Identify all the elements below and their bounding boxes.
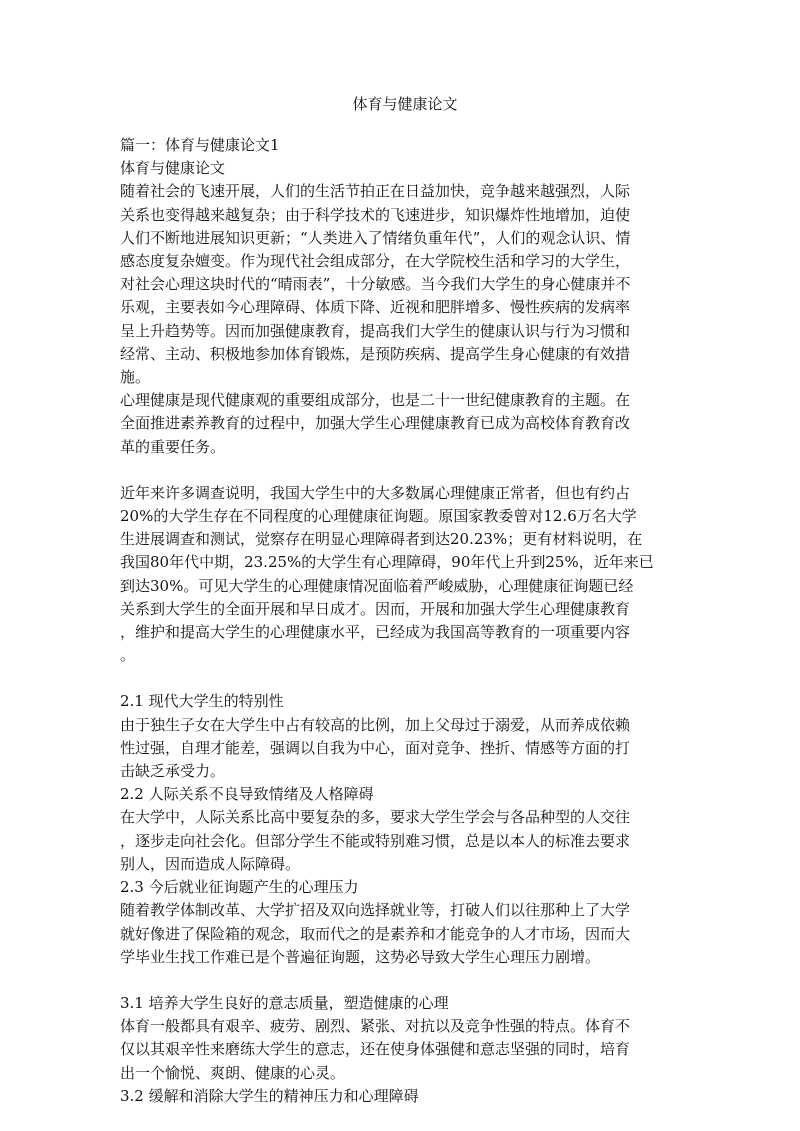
text-line: 革的重要任务。 <box>120 437 226 456</box>
text-line: 由于独生子女在大学生中占有较高的比例，加上父母过于溺爱，从而养成依赖 <box>120 715 631 734</box>
text-line: 击缺乏承受力。 <box>120 762 226 781</box>
document-title: 体育与健康论文 <box>352 95 458 113</box>
text-line: 3.2 缓解和消除大学生的精神压力和心理障碍 <box>120 1086 419 1105</box>
text-line: 。 <box>120 646 136 665</box>
text-line: 3.1 培养大学生良好的意志质量，塑造健康的心理 <box>120 993 449 1012</box>
paragraph-gap <box>120 667 690 690</box>
paragraph-gap <box>120 459 690 482</box>
text-line: 在大学中，人际关系比高中要复杂的多，要求大学生学会与各品种型的人交往 <box>120 808 631 827</box>
text-line: 施。 <box>120 368 151 387</box>
text-line: 生进展调查和测试，觉察存在明显心理障碍者到达20.23%；更有材料说明，在 <box>120 530 643 549</box>
text-line: 经常、主动、积极地参加体育锻炼，是预防疾病、提高学生身心健康的有效措 <box>120 344 631 363</box>
text-line: 2.2 人际关系不良导致情绪及人格障碍 <box>120 785 374 804</box>
text-line: 我国80年代中期，23.25%的大学生有心理障碍，90年代上升到25%，近年来已 <box>120 553 654 572</box>
text-line: 篇一：体育与健康论文1 <box>120 136 280 154</box>
document-body <box>120 134 690 1108</box>
text-line: 关系也变得越来越复杂；由于科学技术的飞速进步，知识爆炸性地增加，迫使 <box>120 205 631 224</box>
text-line: 出一个愉悦、爽朗、健康的心灵。 <box>120 1063 346 1082</box>
text-line: 体育一般都具有艰辛、疲劳、剧烈、紧张、对抗以及竞争性强的特点。体育不 <box>120 1017 631 1036</box>
text-line: 对社会心理这块时代的“晴雨表”，十分敏感。当今我们大学生的身心健康并不 <box>120 275 631 294</box>
text-line: ，维护和提高大学生的心理健康水平，已经成为我国高等教育的一项重要内容 <box>120 623 631 642</box>
text-line: 全面推进素养教育的过程中，加强大学生心理健康教育已成为高校体育教育改 <box>120 414 631 433</box>
text-line: 心理健康是现代健康观的重要组成部分，也是二十一世纪健康教育的主题。在 <box>120 391 631 410</box>
text-line: 体育与健康论文 <box>120 159 226 178</box>
text-line: 20%的大学生存在不同程度的心理健康征询题。原国家教委曾对12.6万名大学 <box>120 507 637 526</box>
text-line: 别人，因而造成人际障碍。 <box>120 854 301 873</box>
text-line: 关系到大学生的全面开展和早日成才。因而，开展和加强大学生心理健康教育 <box>120 599 631 618</box>
text-line: 感态度复杂嬗变。作为现代社会组成部分，在大学院校生活和学习的大学生， <box>120 252 631 271</box>
text-line: 乐观，主要表如今心理障碍、体质下降、近视和肥胖增多、慢性疾病的发病率 <box>120 298 631 317</box>
text-line: ，逐步走向社会化。但部分学生不能或特别难习惯，总是以本人的标准去要求 <box>120 831 631 850</box>
text-line: 仅以其艰辛性来磨练大学生的意志，还在使身体强健和意志坚强的同时，培育 <box>120 1040 631 1059</box>
text-line: 随着社会的飞速开展，人们的生活节拍正在日益加快，竞争越来越强烈，人际 <box>120 182 631 201</box>
text-line: 性过强，自理才能差，强调以自我为中心，面对竞争、挫折、情感等方面的打 <box>120 738 631 757</box>
text-line: 学毕业生找工作难已是个普遍征询题，这势必导致大学生心理压力剧增。 <box>120 947 601 966</box>
text-line: 呈上升趋势等。因而加强健康教育，提高我们大学生的健康认识与行为习惯和 <box>120 321 631 340</box>
text-line: 2.3 今后就业征询题产生的心理压力 <box>120 878 359 897</box>
text-line: 近年来许多调查说明，我国大学生中的大多数属心理健康正常者，但也有约占 <box>120 483 631 502</box>
text-line: 就好像进了保险箱的观念，取而代之的是素养和才能竞争的人才市场，因而大 <box>120 924 631 943</box>
paragraph-gap <box>120 969 690 992</box>
text-line: 人们不断地进展知识更新；“人类进入了情绪负重年代”，人们的观念认识、情 <box>120 228 631 247</box>
text-line: 随着教学体制改革、大学扩招及双向选择就业等，打破人们以往那种上了大学 <box>120 901 631 920</box>
text-line: 到达30%。可见大学生的心理健康情况面临着严峻威胁，心理健康征询题已经 <box>120 576 634 595</box>
text-line: 2.1 现代大学生的特别性 <box>120 692 284 711</box>
